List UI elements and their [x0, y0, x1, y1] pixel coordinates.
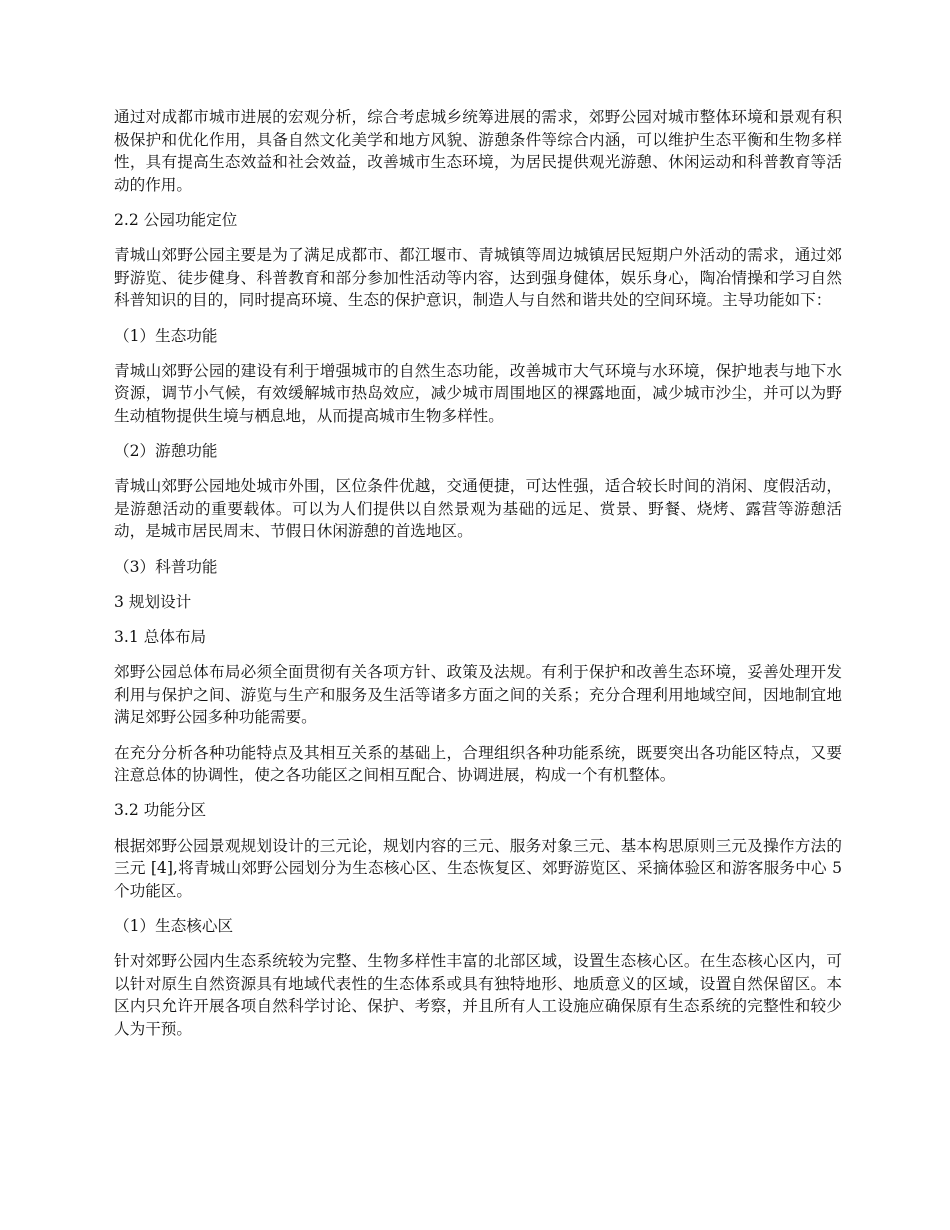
document-page: [114, 106, 842, 1053]
paragraph-ecological-core-zone: 针对郊野公园内生态系统较为完整、生物多样性丰富的北部区域，设置生态核心区。在生态核心区内，可以针对原生自然资源具有地域代表性的生态体系或具有独特地形、地质意义的区域，设置自然保留区。本区内只允许开展各项自然科学讨论、保护、考察，并且所有人工设施应确保原有生态系统的完整性和较少人为干预。: [114, 952, 842, 1038]
heading-2-2: 2.2 公园功能定位: [114, 210, 238, 229]
paragraph-ecology-overview: 通过对成都市城市进展的宏观分析，综合考虑城乡统筹进展的需求，郊野公园对城市整体环境和景观有积极保护和优化作用，具备自然文化美学和地方风貌、游憩条件等综合内涵，可以维护生态平衡和生物多样性，具有提高生态效益和社会效益，改善城市生态环境，为居民提供观光游憩、休闲运动和科普教育等活动的作用。: [114, 108, 842, 194]
paragraph-overall-layout: 郊野公园总体布局必须全面贯彻有关各项方针、政策及法规。有利于保护和改善生态环境，妥善处理开发利用与保护之间、游览与生产和服务及生活等诸多方面之间的关系；充分合理利用地域空间，因地制宜地满足郊野公园多种功能需要。: [114, 663, 842, 727]
paragraph-functional-systems: 在充分分析各种功能特点及其相互关系的基础上，合理组织各种功能系统，既要突出各功能区特点，又要注意总体的协调性，使之各功能区之间相互配合、协调进展，构成一个有机整体。: [114, 743, 842, 785]
paragraph-function-positioning: 青城山郊野公园主要是为了满足成都市、都江堰市、青城镇等周边城镇居民短期户外活动的需求，通过郊野游览、徒步健身、科普教育和部分参加性活动等内容，达到强身健体，娱乐身心，陶冶情操和学习自然科普知识的目的，同时提高环境、生态的保护意识，制造人与自然和谐共处的空间环境。主导功能如下：: [114, 246, 842, 310]
heading-ecological-core-zone: （1）生态核心区: [114, 916, 234, 935]
heading-science-function: （3）科普功能: [114, 557, 218, 576]
paragraph-recreation-detail: 青城山郊野公园地处城市外围，区位条件优越，交通便捷，可达性强，适合较长时间的消闲、度假活动，是游憩活动的重要载体。可以为人们提供以自然景观为基础的远足、赏景、野餐、烧烤、露营等游憩活动，是城市居民周末、节假日休闲游憩的首选地区。: [114, 477, 842, 541]
heading-ecological-function: （1）生态功能: [114, 326, 218, 345]
heading-3-1: 3.1 总体布局: [114, 628, 207, 647]
heading-3-2: 3.2 功能分区: [114, 801, 207, 820]
paragraph-ecological-function: 青城山郊野公园的建设有利于增强城市的自然生态功能，改善城市大气环境与水环境，保护地表与地下水资源，调节小气候，有效缓解城市热岛效应，减少城市周围地区的裸露地面，减少城市沙尘，并可以为野生动植物提供生境与栖息地，从而提高城市生物多样性。: [114, 361, 842, 425]
heading-3: 3 规划设计: [114, 592, 192, 611]
paragraph-zoning: 根据郊野公园景观规划设计的三元论，规划内容的三元、服务对象三元、基本构思原则三元及操作方法的三元 [4],将青城山郊野公园划分为生态核心区、生态恢复区、郊野游览区、采摘体验区和游客服务中心 5 个功能区。: [114, 836, 842, 900]
heading-recreation-function: （2）游憩功能: [114, 442, 218, 461]
